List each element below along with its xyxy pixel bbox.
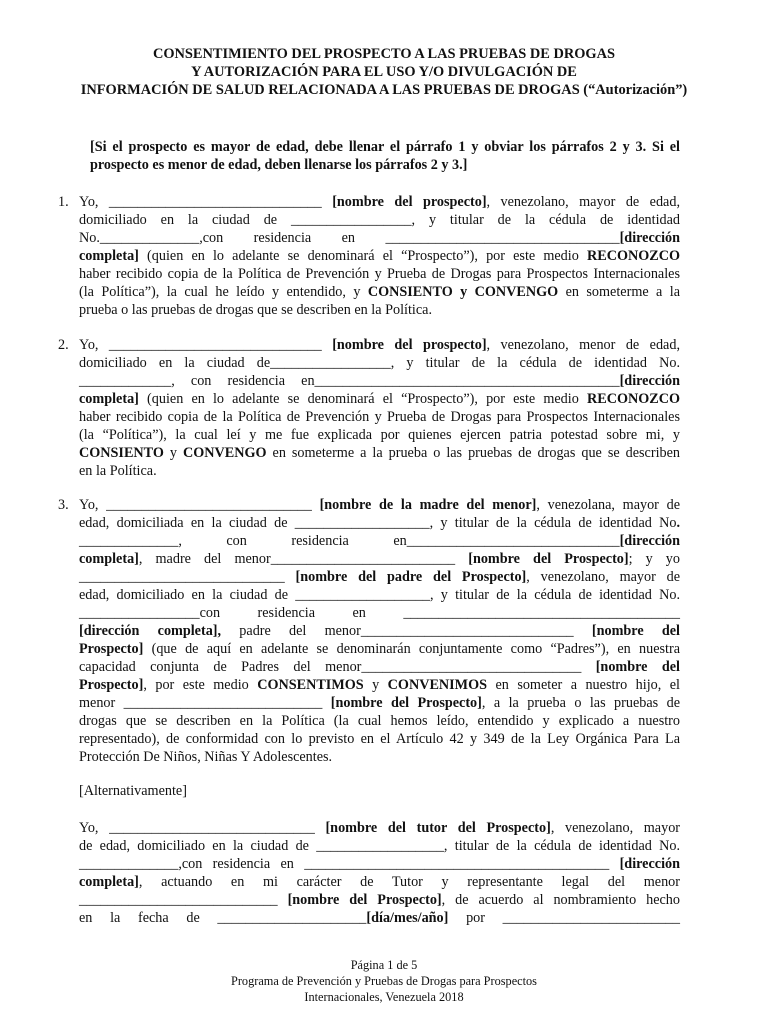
text: Yo, _____________________________ [79,820,326,836]
text: , de acuerdo al nombramiento hecho [441,892,680,908]
alternative-label: [Alternativamente] [79,783,187,799]
paragraph-1 [58,193,680,319]
text-line: (la “Política”), la cual leí y me fue explicada por quienes ejercen patria potestad sobre mi, y [79,427,680,443]
footer-line-1: Programa de Prevención y Pruebas de Drogas para Prospectos [231,974,537,988]
text: edad, domiciliada en la ciudad de ___________________, y titular de la cédula de identidad No [79,515,677,531]
text-line: prueba o las pruebas de drogas que se describen en la Política. [79,302,432,318]
paragraph-2 [58,336,680,480]
emphasis: CONSENTIMOS [257,677,364,693]
paragraph-number: 3. [58,497,69,513]
text: , actuando en mi carácter de Tutor y representante legal del menor [138,874,680,890]
text: , venezolana, mayor de [536,497,680,513]
instructions: [Si el prospecto es mayor de edad, debe llenar el párrafo 1 y obviar los párrafos 2 y 3. Si el prospecto es menor de edad, deben llenarse los párrafos 2 y 3.] [90,139,680,173]
field-label: [nombre del Prospecto] [468,551,629,567]
text: en someter a nuestro hijo, el [487,677,681,693]
text: _____________, con residencia en___________________________________________ [79,373,620,389]
field-label: [nombre del prospecto] [332,337,487,353]
text: , madre del menor__________________________ [138,551,469,567]
text: No.______________,con residencia en _________________________________ [79,230,620,246]
emphasis: CONVENGO [182,445,267,461]
field-label: Prospecto] [79,677,144,693]
paragraph-number: 2. [58,337,69,353]
field-label: [nombre del prospecto] [332,194,487,210]
footer-line-2: Internacionales, Venezuela 2018 [304,990,464,1004]
paragraph-number: 1. [58,194,69,210]
field-label: [nombre del padre del Prospecto] [295,569,527,585]
text: por _________________________ [448,910,680,926]
text-line: drogas que se describen en la Política (la cual hemos leído, entendido y explicado a nuestro [79,713,680,729]
tutor-paragraph [79,819,680,927]
text: . [676,515,680,531]
field-label: completa] [79,248,139,264]
text: ______________, con residencia en______________________________ [79,533,620,549]
text: , a la prueba o las pruebas de [481,695,680,711]
text: (quien en lo adelante se denominará el “Prospecto”), por este medio [138,248,587,264]
text: _____________________________ [79,569,296,585]
text-line: haber recibido copia de la Política de Prevención y Prueba de Drogas para Prospectos Internacionales [79,409,680,425]
text: (la Política”), la cual he leído y entendido, y [79,284,368,300]
text: , venezolano, menor de edad, [486,337,680,353]
text: , venezolano, mayor de [526,569,680,585]
document-title [40,45,728,99]
emphasis: RECONOZCO [586,248,680,264]
text: , venezolano, mayor de edad, [486,194,680,210]
text-line: domiciliado en la ciudad de_________________, y titular de la cédula de identidad No. [79,355,680,371]
field-label: [dirección [619,856,680,872]
emphasis: CONSIENTO y CONVENGO [367,284,559,300]
text: en someterme a la [558,284,680,300]
text: ____________________________ [79,892,288,908]
text: Yo, ______________________________ [79,337,333,353]
page-footer [0,957,768,1005]
text-line: Protección De Niños, Niñas Y Adolescentes. [79,749,333,765]
text: ; y yo [628,551,680,567]
title-line-1: CONSENTIMIENTO DEL PROSPECTO A LAS PRUEBAS DE DROGAS [152,46,616,62]
text-line: representado), de conformidad con lo previsto en el Artículo 42 y 349 de la Ley Orgánica Para La [79,731,680,747]
text: padre del menor______________________________ [221,623,592,639]
text: (quien en lo adelante se denominará el “Prospecto”), por este medio [138,391,587,407]
field-label: [nombre de la madre del menor] [319,497,537,513]
text: , venezolano, mayor [550,820,681,836]
emphasis: RECONOZCO [586,391,680,407]
page-number: Página 1 de 5 [350,958,418,972]
text: y [363,677,388,693]
text-line: domiciliado en la ciudad de _________________, y titular de la cédula de identidad [79,212,680,228]
title-line-2: Y AUTORIZACIÓN PARA EL USO Y/O DIVULGACIÓN DE [191,64,577,80]
text: en someterme a la prueba o las pruebas de drogas que se describen [266,445,681,461]
text-line: de edad, domiciliado en la ciudad de __________________, titular de la cédula de identidad No. [79,838,680,854]
field-label: [dirección [619,230,680,246]
field-label: [nombre del Prospecto] [287,892,442,908]
title-line-3: INFORMACIÓN DE SALUD RELACIONADA A LAS PRUEBAS DE DROGAS (“Autorización”) [80,82,688,98]
text: capacidad conjunta de Padres del menor_______________________________ [79,659,596,675]
field-label: [nombre del [595,659,680,675]
field-label: completa] [79,551,139,567]
text: y [163,445,183,461]
field-label: completa] [79,391,139,407]
text: menor ____________________________ [79,695,331,711]
field-label: Prospecto] [79,641,144,657]
field-label: [día/mes/año] [366,910,449,926]
text: en la fecha de _____________________ [79,910,367,926]
text: (que de aquí en adelante se denominarán conjuntamente como “Padres”), en nuestra [143,641,680,657]
emphasis: CONSIENTO [79,445,164,461]
text: Yo, ______________________________ [79,194,333,210]
field-label: [nombre del [591,623,681,639]
field-label: [dirección [619,533,680,549]
text-line: en la Política. [79,463,157,479]
paragraph-3 [58,496,680,766]
emphasis: CONVENIMOS [387,677,487,693]
field-label: [nombre del tutor del Prospecto] [325,820,551,836]
text: , por este medio [143,677,258,693]
text: ______________,con residencia en ___________________________________________ [79,856,620,872]
text: Yo, _____________________________ [79,497,320,513]
field-label: completa] [79,874,139,890]
field-label: [dirección [619,373,680,389]
text-line: _________________con residencia en _______________________________________ [79,605,680,621]
field-label: [nombre del Prospecto] [330,695,482,711]
field-label: [dirección completa], [79,623,222,639]
text-line: edad, domiciliado en la ciudad de ___________________, y titular de la cédula de identidad No. [79,587,680,603]
text-line: haber recibido copia de la Política de Prevención y Prueba de Drogas para Prospectos Internacionales [79,266,680,282]
